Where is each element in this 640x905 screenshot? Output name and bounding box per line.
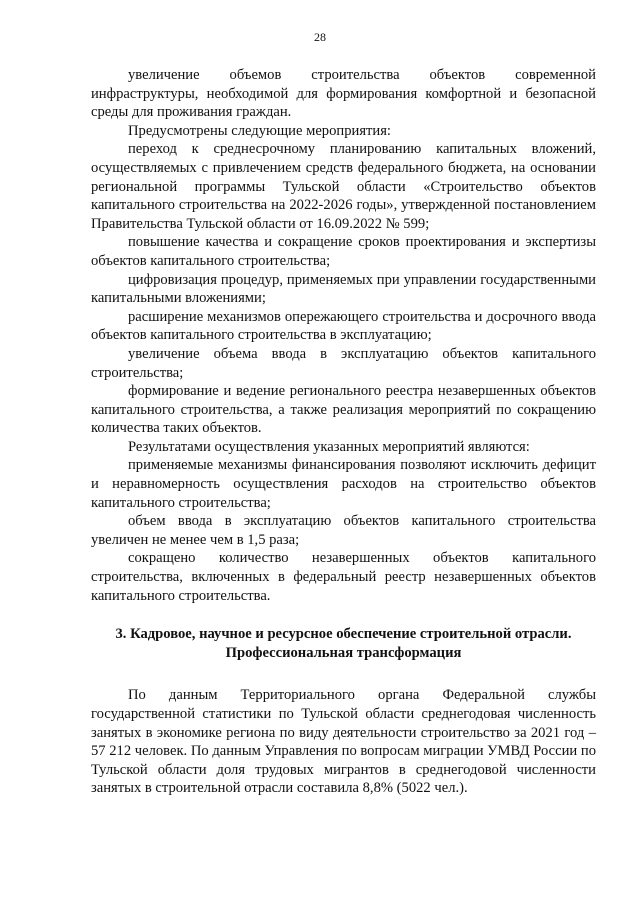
paragraph: повышение качества и сокращение сроков проектирования и экспертизы объектов капитального строительства; xyxy=(91,234,596,269)
paragraph: Результатами осуществления указанных мероприятий являются: xyxy=(128,438,530,455)
paragraph: По данным Территориального органа Федеральной службы государственной статистики по Тульской области среднегодовая численность занятых в экономике региона по виду деятельности строительство за 2021 год – 57 212 человек. По данным Управления по вопросам миграции УМВД России по Тульской области доля трудовых мигрантов в среднегодовой численности занятых в строительной отрасли составила 8,8% (5022 чел.). xyxy=(91,687,596,797)
page-number: 28 xyxy=(314,30,326,44)
section-title-line-1: 3. Кадровое, научное и ресурсное обеспечение строительной отрасли. xyxy=(115,626,572,643)
paragraph: цифровизация процедур, применяемых при управлении государственными капитальными вложениями; xyxy=(91,271,596,307)
paragraph: применяемые механизмы финансирования позволяют исключить дефицит и неравномерность осуществления расходов на строительство объектов капитального строительства; xyxy=(91,457,596,511)
section-title-line-2: Профессиональная трансформация xyxy=(225,644,462,661)
document-body xyxy=(91,66,596,798)
paragraph: сокращено количество незавершенных объектов капитального строительства, включенных в федеральный реестр незавершенных объектов капитального строительства. xyxy=(91,550,596,604)
paragraph: увеличение объема ввода в эксплуатацию объектов капитального строительства; xyxy=(91,345,596,381)
paragraph: формирование и ведение регионального реестра незавершенных объектов капитального строительства, а также реализация мероприятий по сокращению количества таких объектов. xyxy=(91,383,596,437)
section-heading xyxy=(91,625,596,662)
paragraph: Предусмотрены следующие мероприятия: xyxy=(128,122,391,139)
paragraph: увеличение объемов строительства объектов современной инфраструктуры, необходимой для формирования комфортной и безопасной среды для проживания граждан. xyxy=(91,67,596,121)
paragraph: объем ввода в эксплуатацию объектов капитального строительства увеличен не менее чем в 1,5 раза; xyxy=(91,513,596,548)
paragraph: расширение механизмов опережающего строительства и досрочного ввода объектов капитального строительства в эксплуатацию; xyxy=(91,308,596,344)
paragraph: переход к среднесрочному планированию капитальных вложений, осуществляемых с привлечением средств федерального бюджета, на основании региональной программы Тульской области «Строительство объектов капитального строительства на 2022-2026 годы», утвержденной постановлением Правительства Тульской области от 16.09.2022 № 599; xyxy=(91,141,596,232)
